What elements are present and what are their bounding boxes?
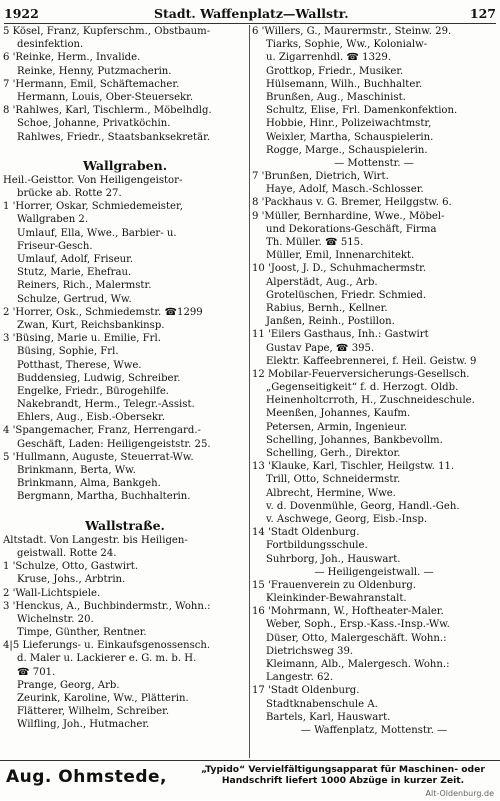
entry-line: Meenßen, Johannes, Kaufm. [266, 408, 411, 420]
ad-company-name: Aug. Ohmstede, [6, 767, 168, 787]
entry-line: Grottkop, Friedr., Musiker. [266, 65, 404, 77]
entry-line: Potthast, Therese, Wwe. [17, 359, 142, 371]
entry-line: 13 'Klauke, Karl, Tischler, Heilgstw. 11. [252, 461, 455, 473]
entry-line: 5 Kösel, Franz, Kupferschm., Obstbaum- [3, 26, 211, 37]
entry-line: 2 'Wall-Lichtspiele. [3, 587, 101, 599]
entry-line: Kruse, Johs., Arbtrin. [17, 574, 126, 586]
entry-line: Schelling, Gerh., Direktor. [266, 448, 401, 459]
entry-line: Geschäft, Laden: Heiligengeiststr. 25. [17, 438, 211, 450]
entry-line: Umlauf, Ella, Wwe., Barbier- u. [17, 227, 177, 239]
entry-line: 2 'Horrer, Osk., Schmiedemstr. ☎1299 [3, 306, 203, 318]
entry-line: Altstadt. Von Langestr. bis Heiligen- [3, 534, 188, 546]
entry-line: u. Zigarrenhdl. ☎ 1329. [266, 52, 392, 64]
entry-line: Weber, Soph., Ersp.-Kass.-Insp.-Ww. [266, 619, 450, 631]
entry-line: 3 'Büsing, Marie u. Emilie, Frl. [3, 333, 161, 345]
entry-line: ☎ 701. [17, 666, 56, 678]
entry-line: Timpe, Günther, Rentner. [17, 627, 147, 639]
entry-line: 17 'Stadt Oldenburg. [252, 685, 360, 697]
cross-street: — Waffenplatz, Mottenstr. — [300, 724, 448, 736]
entry-line: Ehlers, Aug., Eisb.-Obersekr. [17, 412, 165, 424]
entry-line: Schultz, Elise, Frl. Damenkonfektion. [266, 105, 458, 117]
entry-line: Brinkmann, Alma, Bankgeh. [17, 478, 161, 490]
entry-line: Bergmann, Martha, Buchhalterin. [17, 491, 191, 503]
entry-line: Weixler, Martha, Schauspielerin. [266, 131, 434, 143]
entry-line: Hülsemann, Wilh., Buchhalter. [266, 78, 423, 90]
street-heading: Wallgraben. [82, 157, 168, 173]
entry-line: Brinkmann, Berta, Ww. [17, 465, 136, 476]
entry-line: Th. Müller. ☎ 515. [266, 237, 364, 248]
header-title: Stadt. Waffenplatz—Wallstr. [154, 6, 349, 21]
entry-line: „Gegenseitigkeit“ f. d. Herzogt. Oldb. [266, 382, 459, 394]
entry-line: brücke ab. Rotte 27. [17, 188, 122, 200]
entry-line: Buddensieg, Ludwig, Schreiber. [17, 372, 181, 384]
entry-line: 7 'Hermann, Emil, Schäftemacher. [3, 78, 180, 90]
entry-line: 12 Mobilar-Feuerversicherungs-Gesellsch. [252, 368, 470, 380]
entry-line [3, 144, 247, 157]
header-rule [4, 23, 496, 24]
entry-line: 4|5 Lieferungs- u. Einkaufsgenossensch. [3, 640, 211, 652]
entry-line: Hobbie, Hinr., Polizeiwachtmstr, [266, 118, 432, 130]
ad-text: „Typido“ Vervielfältigungsapparat für Maschinen- oder Handschrift liefert 1000 Abzüge in kurzer Zeit. [201, 764, 485, 786]
entry-line: Zwan, Kurt, Reichsbankinsp. [17, 319, 165, 331]
entry-line: Wichelnstr. 20. [17, 613, 94, 625]
entry-line: desinfektion. [17, 39, 84, 51]
right-column [252, 25, 496, 737]
entry-line: 9 'Müller, Bernhardine, Wwe., Möbel- [252, 210, 445, 222]
entry-line: Grotelüschen, Friedr. Schmied. [266, 289, 427, 301]
entry-line: Suhrborg, Joh., Hauswart. [266, 553, 401, 565]
entry-line: Stutz, Marie, Ehefrau. [17, 267, 132, 279]
entry-line: Wallgraben 2. [17, 214, 89, 226]
left-column [3, 25, 247, 732]
entry-line: Schelling, Johannes, Bankbevollm. [266, 434, 443, 446]
entry-line: Heinenholtcrroth, H., Zuschneideschule. [266, 395, 475, 407]
entry-line: Hermann, Louis, Ober-Steuersekr. [17, 91, 194, 103]
entry-line: Rogge, Marge., Schauspielerin. [266, 144, 428, 156]
header-year: 1922 [4, 6, 39, 21]
entry-line: Petersen, Armin, Ingenieur. [266, 421, 408, 433]
cross-street: — Mottenstr. — [334, 157, 414, 169]
entry-line: Rahlwes, Friedr., Staatsbanksekretär. [17, 131, 211, 143]
entry-line: Büsing, Sophie, Frl. [17, 346, 119, 358]
entry-line: Heil.-Geisttor. Von Heiligengeistor- [3, 174, 183, 186]
entry-line: Alperstädt, Aug., Arb. [266, 276, 378, 288]
entry-line: Friseur-Gesch. [17, 240, 93, 252]
entry-line: Reinke, Henny, Putzmacherin. [17, 65, 172, 77]
entry-line: Reiners, Rich., Malermstr. [17, 280, 152, 292]
entry-line: 10 'Joost, J. D., Schuhmachermstr. [252, 263, 427, 275]
entry-line: Elektr. Kaffeebrennerei, f. Heil. Geistw. 9 [266, 355, 477, 367]
entry-line: 3 'Henckus, A., Buchbindermstr., Wohn.: [3, 600, 211, 612]
entry-line: Engelke, Friedr., Bürogehilfe. [17, 385, 170, 397]
entry-line: Gustav Pape, ☎ 395. [266, 342, 375, 354]
entry-line: Dietrichsweg 39. [266, 645, 354, 657]
entry-line: Trill, Otto, Schneidermstr. [266, 474, 401, 486]
entry-line: 5 'Hullmann, Auguste, Steuerrat-Ww. [3, 451, 194, 463]
entry-line: Nakebrandt, Herm., Telegr.-Assist. [17, 399, 195, 411]
entry-line: Albrecht, Hermine, Wwe. [266, 487, 396, 499]
watermark: Alt-Oldenburg.de [425, 789, 494, 798]
entry-line: und Dekorations-Geschäft, Firma [266, 223, 437, 235]
entry-line: Kleimann, Alb., Malergesch. Wohn.: [266, 659, 450, 670]
entry-line: Schoe, Johanne, Privatköchin. [17, 118, 171, 130]
entry-line: 6 'Willers, G., Maurermstr., Steinw. 29. [252, 26, 452, 37]
entry-line: 1 'Schulze, Otto, Gastwirt. [3, 561, 139, 573]
entry-line: Umlauf, Adolf, Friseur. [17, 254, 134, 265]
entry-line: Langestr. 62. [266, 672, 334, 684]
entry-line: 16 'Mohrmann, W., Hoftheater-Maler. [252, 606, 444, 618]
entry-line [3, 504, 247, 517]
entry-line: 1 'Horrer, Oskar, Schmiedemeister, [3, 201, 183, 213]
entry-line: Kleinkinder-Bewahranstalt. [266, 593, 407, 605]
page-header [4, 6, 496, 22]
entry-line: 7 'Brunßen, Dietrich, Wirt. [252, 171, 389, 183]
entry-line: 4 'Spangemacher, Franz, Herrengard.- [3, 425, 201, 437]
street-heading: Wallstraße. [85, 517, 165, 533]
entry-line: d. Maler u. Lackierer e. G. m. b. H. [17, 653, 197, 665]
entry-line: v. Aschwege, Georg, Eisb.-Insp. [266, 513, 428, 525]
entry-line: Flätterer, Wilhelm, Schreiber. [17, 706, 170, 718]
entry-line: 8 'Packhaus v. G. Bremer, Heilggstw. 6. [252, 197, 452, 209]
entry-line: geistwall. Rotte 24. [17, 547, 117, 559]
entry-line: Zeurink, Karoline, Ww., Plätterin. [17, 693, 189, 704]
entry-line: 14 'Stadt Oldenburg. [252, 527, 360, 539]
entry-line: Haye, Adolf, Masch.-Schlosser. [266, 184, 424, 196]
column-divider [249, 25, 250, 758]
entry-line: Schulze, Gertrud, Ww. [17, 293, 132, 305]
entry-line: Wilfling, Joh., Hutmacher. [17, 719, 150, 731]
entry-line: Brunßen, Aug., Maschinist. [266, 91, 406, 103]
header-page-number: 127 [469, 6, 496, 21]
entry-line: v. d. Dovenmühle, Georg, Handl.-Geh. [266, 500, 460, 512]
entry-line: Fortbildungsschule. [266, 540, 368, 552]
entry-line: Müller, Emil, Innenarchitekt. [266, 250, 415, 262]
entry-line: Janßen, Reinh., Postillon. [266, 316, 395, 328]
entry-line: 8 'Rahlwes, Karl, Tischlerm., Möbelhdlg. [3, 105, 212, 117]
entry-line: Stadtknabenschule A. [266, 698, 378, 710]
entry-line: 6 'Reinke, Herm., Invalide. [3, 52, 141, 64]
cross-street: — Heiligengeistwall. — [314, 566, 434, 578]
entry-line: Tiarks, Sophie, Ww., Kolonialw- [266, 39, 428, 51]
entry-line: 15 'Frauenverein zu Oldenburg. [252, 579, 416, 591]
entry-line: Rabius, Bernh., Kellner. [266, 302, 388, 314]
entry-line: Düser, Otto, Malergeschäft. Wohn.: [266, 632, 447, 644]
entry-line: Prange, Georg, Arb. [17, 679, 120, 691]
entry-line: Bartels, Karl, Hauswart. [266, 711, 391, 723]
entry-line: 11 'Eilers Gasthaus, Inh.: Gastwirt [252, 329, 429, 341]
